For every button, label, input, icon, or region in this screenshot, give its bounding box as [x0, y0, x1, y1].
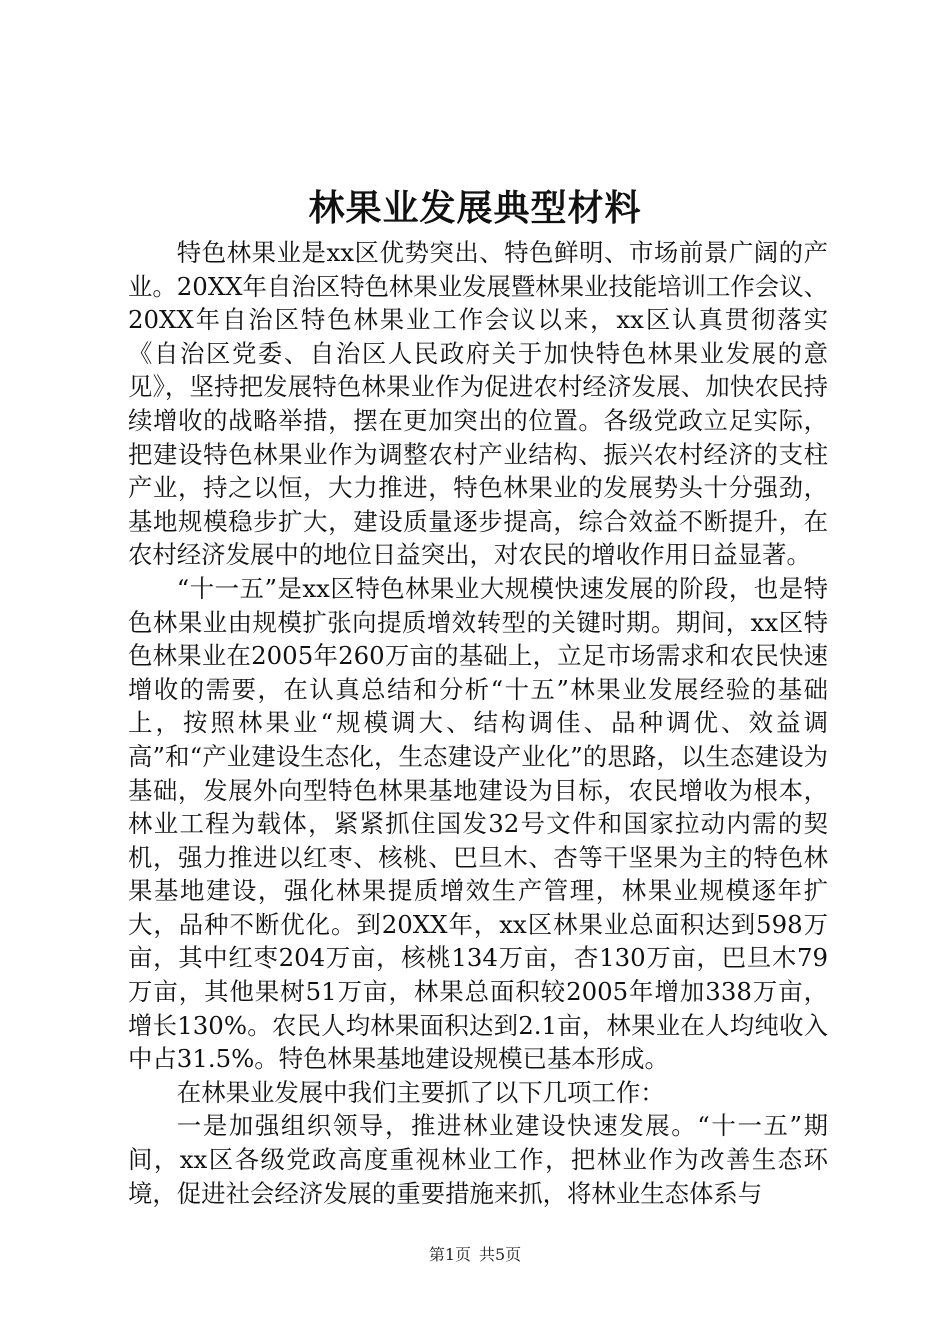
page-number-current: 第1页 [428, 1245, 471, 1264]
body-paragraph: “十一五”是xx区特色林果业大规模快速发展的阶段，也是特色林果业由规模扩张向提质增效转型的关键时期。期间，xx区特色林果业在2005年260万亩的基础上，立足市场需求和农民快速增收的需要，在认真总结和分析“十五”林果业发展经验的基础上，按照林果业“规模调大、结构调佳、品种调优、效益调高”和“产业建设生态化，生态建设产业化”的思路，以生态建设为基础，发展外向型特色林果基地建设为目标，农民增收为根本，林业工程为载体，紧紧抓住国发32号文件和国家拉动内需的契机，强力推进以红枣、核桃、巴旦木、杏等干坚果为主的特色林果基地建设，强化林果提质增效生产管理，林果业规模逐年扩大，品种不断优化。到20XX年，xx区林果业总面积达到598万亩，其中红枣204万亩，核桃134万亩，杏130万亩，巴旦木79万亩，其他果树51万亩，林果总面积较2005年增加338万亩，增长130%。农民人均林果面积达到2.1亩，林果业在人均纯收入中占31.5%。特色林果基地建设规模已基本形成。 [128, 573, 828, 1074]
document-title: 林果业发展典型材料 [308, 187, 642, 229]
body-paragraph: 特色林果业是xx区优势突出、特色鲜明、市场前景广阔的产业。20XX年自治区特色林果业发展暨林果业技能培训工作会议、20XX年自治区特色林果业工作会议以来，xx区认真贯彻落实《自治区党委、自治区人民政府关于加快特色林果业发展的意见》，坚持把发展特色林果业作为促进农村经济发展、加快农民持续增收的战略举措，摆在更加突出的位置。各级党政立足实际，把建设特色林果业作为调整农村产业结构、振兴农村经济的支柱产业，持之以恒，大力推进，特色林果业的发展势头十分强劲，基地规模稳步扩大，建设质量逐步提高，综合效益不断提升，在农村经济发展中的地位日益突出，对农民的增收作用日益显著。 [128, 238, 828, 570]
page-footer [0, 1243, 950, 1267]
page-number-total: 共5页 [479, 1245, 522, 1264]
body-paragraph: 在林果业发展中我们主要抓了以下几项工作： [176, 1077, 665, 1107]
document-body [128, 236, 828, 1210]
body-paragraph: 一是加强组织领导，推进林业建设快速发展。“十一五”期间，xx区各级党政高度重视林业工作，把林业作为改善生态环境，促进社会经济发展的重要措施来抓，将林业生态体系与 [128, 1111, 828, 1208]
